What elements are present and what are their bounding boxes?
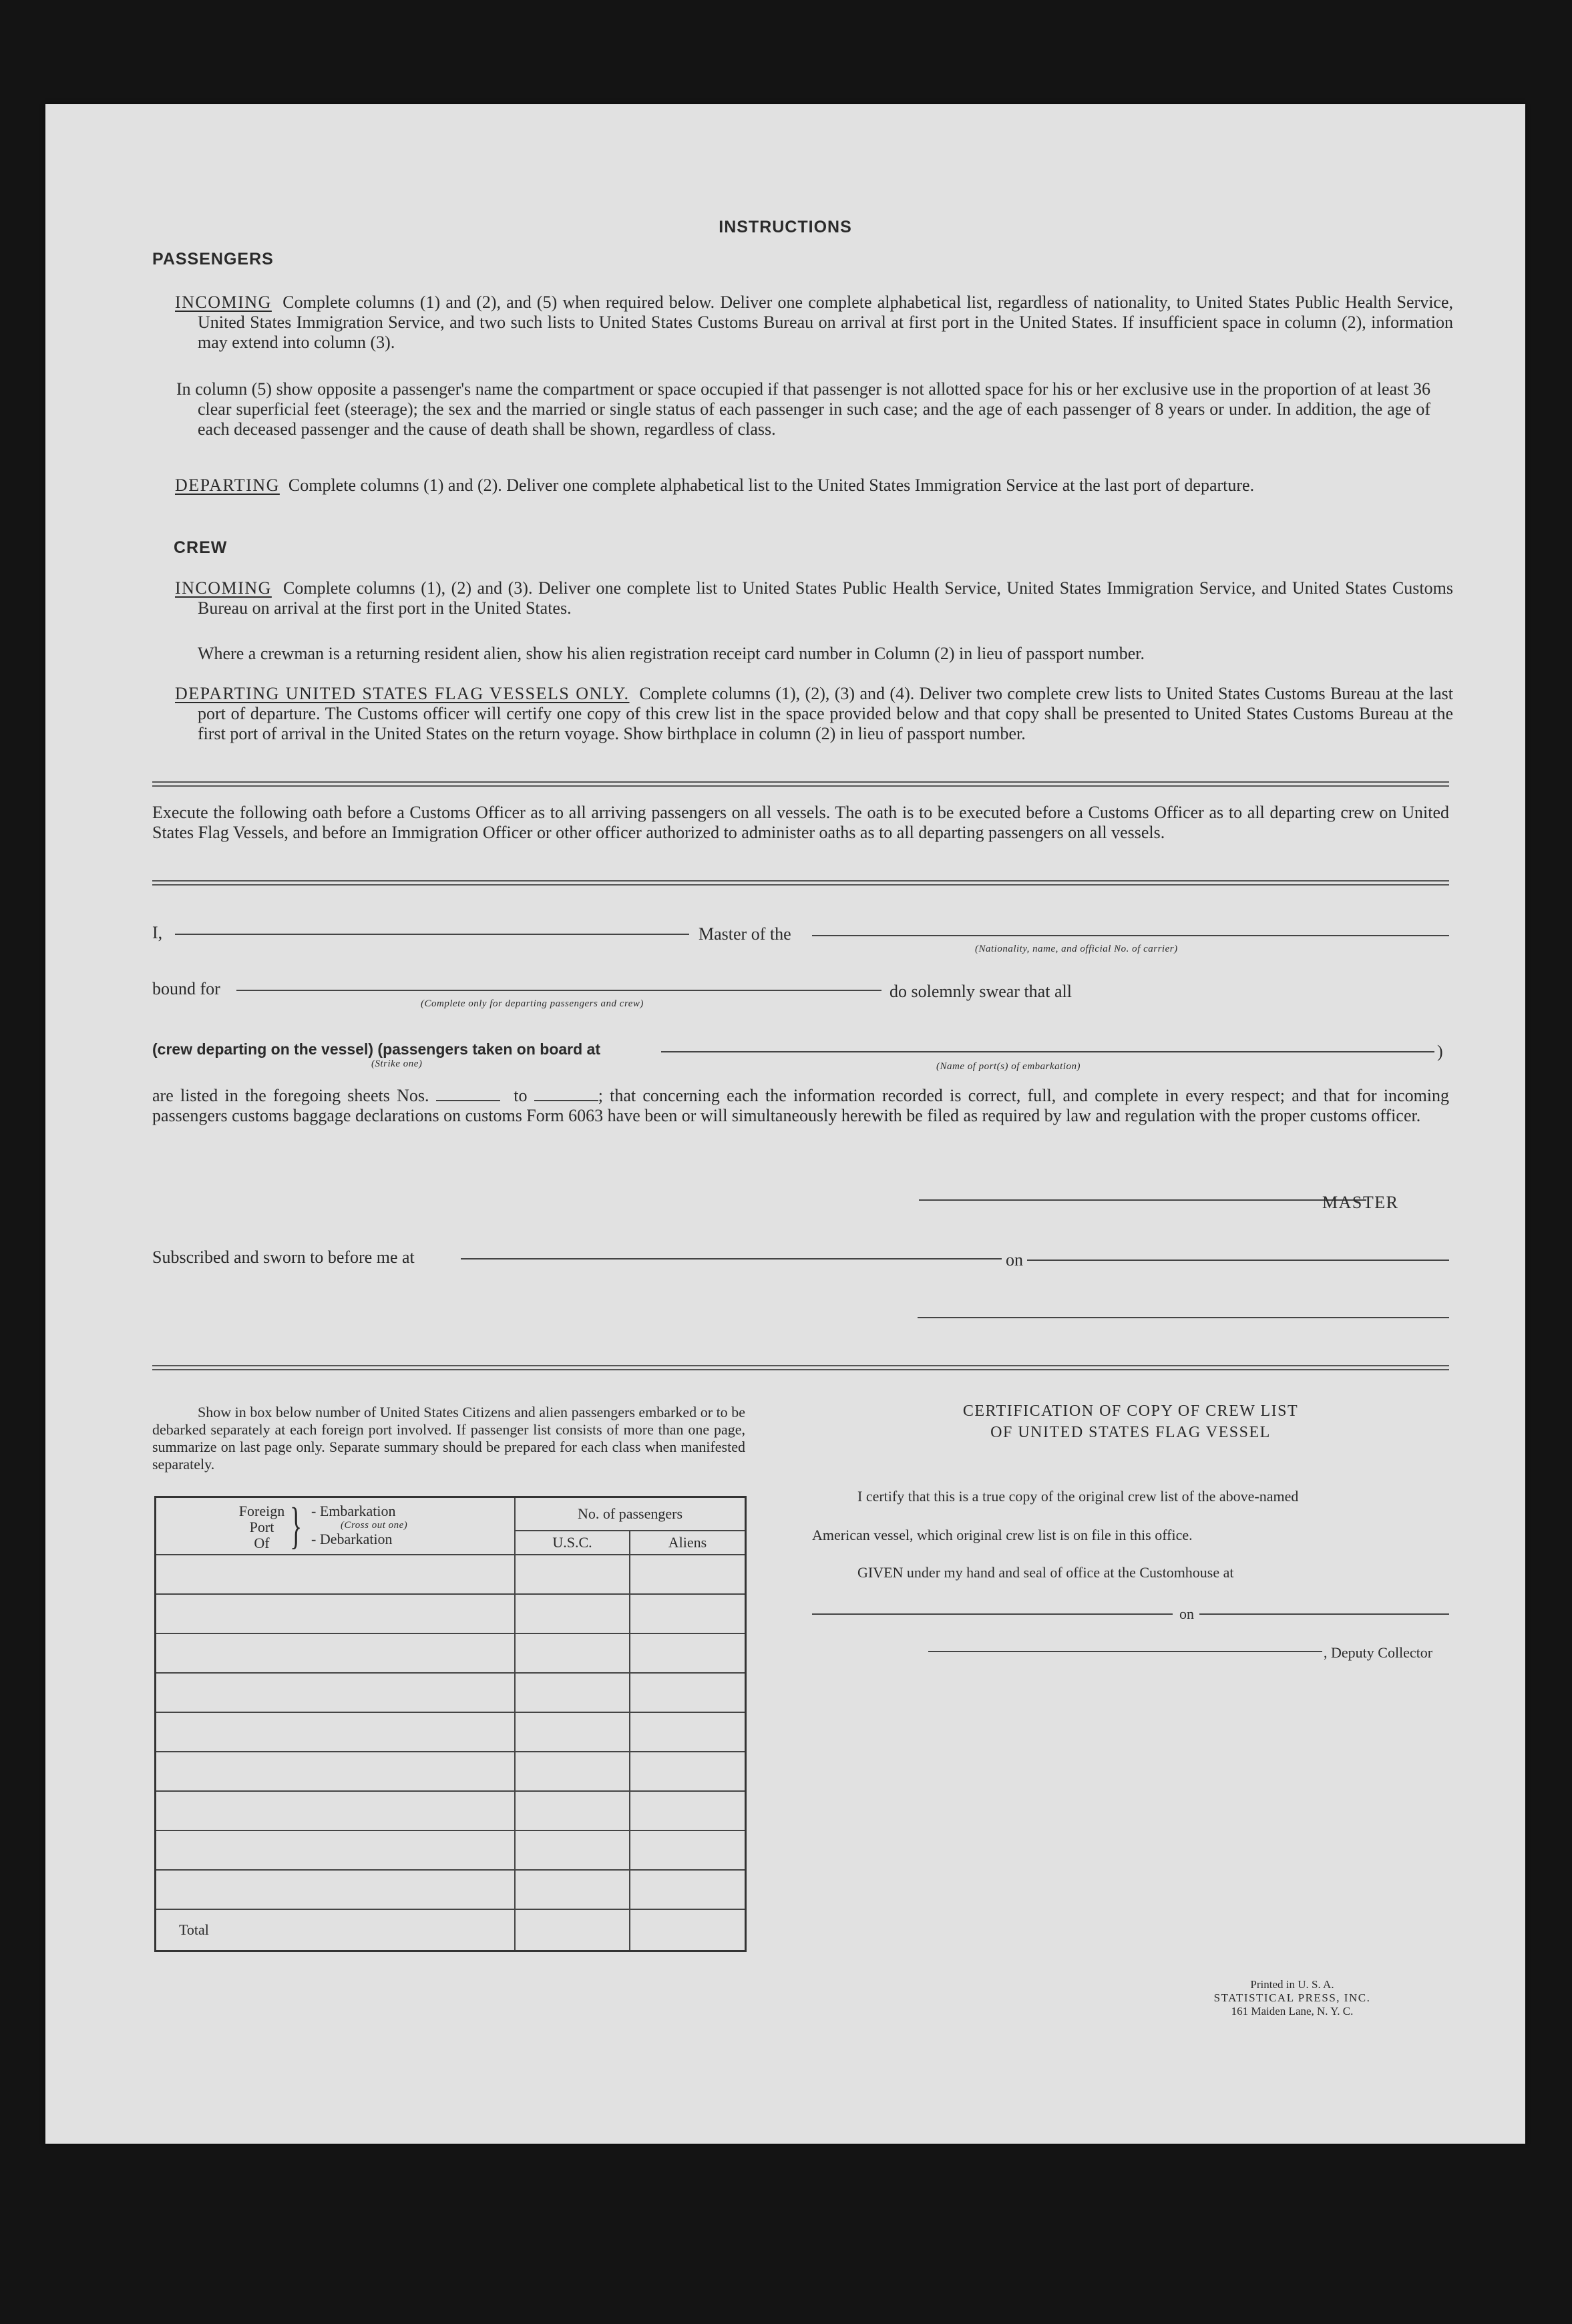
crew-departing-text: (crew departing on the vessel) (passengers taken on board at (152, 1040, 601, 1058)
nationality-note: (Nationality, name, and official No. of carrier) (975, 944, 1178, 954)
aliens-cell[interactable] (630, 1594, 746, 1633)
aliens-cell[interactable] (630, 1870, 746, 1909)
table-row (156, 1830, 746, 1870)
port-cell[interactable] (156, 1712, 516, 1752)
departing-us-flag-label: DEPARTING UNITED STATES FLAG VESSELS ONLY. (175, 684, 630, 703)
aliens-total-cell[interactable] (630, 1909, 746, 1951)
table-row (156, 1752, 746, 1791)
deputy-collector-label: , Deputy Collector (1324, 1644, 1433, 1661)
given-text: GIVEN under my hand and seal of office at the Customhouse at (857, 1564, 1234, 1581)
to-label: to (514, 1086, 528, 1105)
usc-cell[interactable] (515, 1870, 630, 1909)
usc-cell[interactable] (515, 1752, 630, 1791)
table-row (156, 1791, 746, 1830)
cert-date-field[interactable] (1199, 1613, 1449, 1615)
aliens-cell[interactable] (630, 1555, 746, 1594)
embarkation-ports-field[interactable] (661, 1051, 1434, 1052)
aliens-cell[interactable] (630, 1712, 746, 1752)
total-label: Total (156, 1909, 516, 1951)
passengers-departing-paragraph (175, 475, 1453, 496)
foreign-label: Foreign (238, 1503, 285, 1519)
divider (152, 880, 1449, 886)
certification-title-line2: OF UNITED STATES FLAG VESSEL (990, 1424, 1271, 1441)
master-label: MASTER (1322, 1193, 1399, 1212)
deputy-signature-field[interactable] (928, 1651, 1322, 1652)
port-cell[interactable] (156, 1791, 516, 1830)
summary-instructions: Show in box below number of United States Citizens and alien passengers embarked or to be debarked separately at each foreign port involved. If passenger list consists of more than one page, summarize on last page only. Separate summary should be prepared for each class when manifested separately. (152, 1404, 745, 1473)
oath-intro: Execute the following oath before a Customs Officer as to all arriving passengers on all vessels. The oath is to be executed before a Customs Officer as to all departing crew on United States Flag Vessels, and before an Immigration Officer or other officer authorized to administer oaths as to all departing passengers on all vessels. (152, 803, 1449, 842)
cert-on-label: on (1179, 1605, 1194, 1622)
bound-for-label: bound for (152, 979, 220, 998)
usc-cell[interactable] (515, 1830, 630, 1870)
printer-imprint (1178, 1978, 1406, 2018)
total-row (156, 1909, 746, 1951)
form-page (45, 104, 1525, 2144)
on-label: on (1006, 1250, 1023, 1270)
usc-cell[interactable] (515, 1555, 630, 1594)
port-cell[interactable] (156, 1633, 516, 1673)
table-row (156, 1870, 746, 1909)
master-signature-field[interactable] (919, 1199, 1366, 1201)
passengers-incoming-label: INCOMING (175, 293, 272, 312)
strike-one-note: (Strike one) (371, 1058, 423, 1069)
subscribed-date-field[interactable] (1027, 1260, 1449, 1261)
usc-cell[interactable] (515, 1594, 630, 1633)
certify-line2: American vessel, which original crew list is on file in this office. (812, 1527, 1193, 1543)
table-row (156, 1673, 746, 1712)
cross-out-note: (Cross out one) (341, 1520, 408, 1531)
solemnly-swear-label: do solemnly swear that all (890, 982, 1072, 1001)
port-cell[interactable] (156, 1594, 516, 1633)
divider (152, 781, 1449, 787)
table-row (156, 1594, 746, 1633)
certify-line1: I certify that this is a true copy of the original crew list of the above-named (857, 1488, 1299, 1505)
aliens-cell[interactable] (630, 1673, 746, 1712)
passengers-incoming-text: Complete columns (1) and (2), and (5) when required below. Deliver one complete alphabetical list, regardless of nationality, to United States Public Health Service, United States Immigration Service, and two such lists to United States Customs Bureau on arrival at first port in the United States. If insufficient space in column (2), information may extend into column (3). (198, 293, 1454, 352)
port-cell[interactable] (156, 1555, 516, 1594)
crew-heading: CREW (174, 538, 228, 557)
usc-total-cell[interactable] (515, 1909, 630, 1951)
sheet-to-field[interactable] (534, 1087, 598, 1101)
embarkation-label: - Embarkation (311, 1503, 396, 1519)
officer-signature-field[interactable] (918, 1317, 1449, 1318)
customhouse-field[interactable] (812, 1613, 1173, 1615)
oath-statement-text: ; that concerning each the information recorded is correct, full, and complete in every respect; and that for incoming passengers customs baggage declarations on customs Form 6063 have been or will simultaneously herewith be filed as required by law and regulation with the proper customs officer. (152, 1086, 1450, 1125)
subscribed-label: Subscribed and sworn to before me at (152, 1247, 415, 1267)
instructions-title: INSTRUCTIONS (719, 218, 852, 236)
usc-cell[interactable] (515, 1712, 630, 1752)
sheet-from-field[interactable] (436, 1087, 500, 1101)
divider (152, 1365, 1449, 1370)
aliens-cell[interactable] (630, 1752, 746, 1791)
passengers-departing-label: DEPARTING (175, 475, 280, 495)
passengers-departing-text: Complete columns (1) and (2). Deliver one complete alphabetical list to the United States Immigration Service at the last port of departure. (288, 475, 1255, 495)
complete-only-note: (Complete only for departing passengers and crew) (421, 998, 644, 1009)
oath-i-label: I, (152, 923, 163, 942)
crew-incoming-paragraph (175, 578, 1453, 618)
carrier-field[interactable] (812, 935, 1449, 936)
passengers-incoming-paragraph (175, 293, 1453, 353)
passenger-summary-table (154, 1496, 747, 1952)
foreign-port-header (156, 1497, 516, 1555)
close-paren: ) (1437, 1042, 1443, 1061)
aliens-cell[interactable] (630, 1791, 746, 1830)
port-cell[interactable] (156, 1673, 516, 1712)
table-row (156, 1555, 746, 1594)
port-label: Port (249, 1519, 274, 1535)
printer-line1: Printed in U. S. A. (1250, 1978, 1334, 1991)
of-label: Of (254, 1535, 270, 1551)
listed-in-label: are listed in the foregoing sheets Nos. (152, 1086, 429, 1105)
no-of-passengers-header: No. of passengers (515, 1497, 746, 1531)
oath-statement (152, 1086, 1449, 1126)
crewman-paragraph: Where a crewman is a returning resident alien, show his alien registration receipt card number in Column (2) in lieu of passport number. (198, 644, 1145, 663)
aliens-cell[interactable] (630, 1830, 746, 1870)
departing-us-flag-paragraph (175, 684, 1453, 744)
master-name-field[interactable] (175, 934, 689, 935)
crew-departing-label (152, 1039, 600, 1059)
usc-cell[interactable] (515, 1791, 630, 1830)
port-cell[interactable] (156, 1870, 516, 1909)
usc-cell[interactable] (515, 1673, 630, 1712)
debarkation-label: - Debarkation (311, 1531, 393, 1547)
aliens-header: Aliens (630, 1531, 746, 1555)
usc-header: U.S.C. (515, 1531, 630, 1555)
bound-for-field[interactable] (236, 990, 881, 991)
port-cell[interactable] (156, 1752, 516, 1791)
printer-line3: 161 Maiden Lane, N. Y. C. (1231, 2005, 1354, 2017)
column5-paragraph: In column (5) show opposite a passenger's name the compartment or space occupied if that passenger is not allotted space for his or her exclusive use in the proportion of at least 36 clear superficial feet (steerage); the sex and the married or single status of each passenger in such case; and the age of each passenger of 8 years or under. In addition, the age of each deceased passenger and the cause of death shall be shown, regardless of class. (176, 379, 1430, 439)
departing-us-flag-text: Complete columns (1), (2), (3) and (4). Deliver two complete crew lists to United States Customs Bureau at the last port of departure. The Customs officer will certify one copy of this crew list in the space provided below and that copy shall be presented to United States Customs Bureau at the first port of arrival in the United States on the return voyage. Show birthplace in column (2) in lieu of passport number. (198, 684, 1453, 743)
crew-incoming-text: Complete columns (1), (2) and (3). Deliver one complete list to United States Public Health Service, United States Immigration Service, and United States Customs Bureau on arrival at the first port in the United States. (198, 578, 1453, 618)
table-row (156, 1712, 746, 1752)
subscribed-place-field[interactable] (461, 1258, 1002, 1260)
passengers-heading: PASSENGERS (152, 250, 274, 268)
printer-line2: STATISTICAL PRESS, INC. (1213, 1991, 1371, 2004)
ports-note: (Name of port(s) of embarkation) (936, 1061, 1080, 1072)
crew-incoming-label: INCOMING (175, 578, 272, 598)
master-of-the-label: Master of the (699, 924, 791, 944)
table-row (156, 1633, 746, 1673)
port-cell[interactable] (156, 1830, 516, 1870)
aliens-cell[interactable] (630, 1633, 746, 1673)
brace-glyph: } (290, 1498, 303, 1554)
certification-title-line1: CERTIFICATION OF COPY OF CREW LIST (962, 1402, 1299, 1420)
usc-cell[interactable] (515, 1633, 630, 1673)
